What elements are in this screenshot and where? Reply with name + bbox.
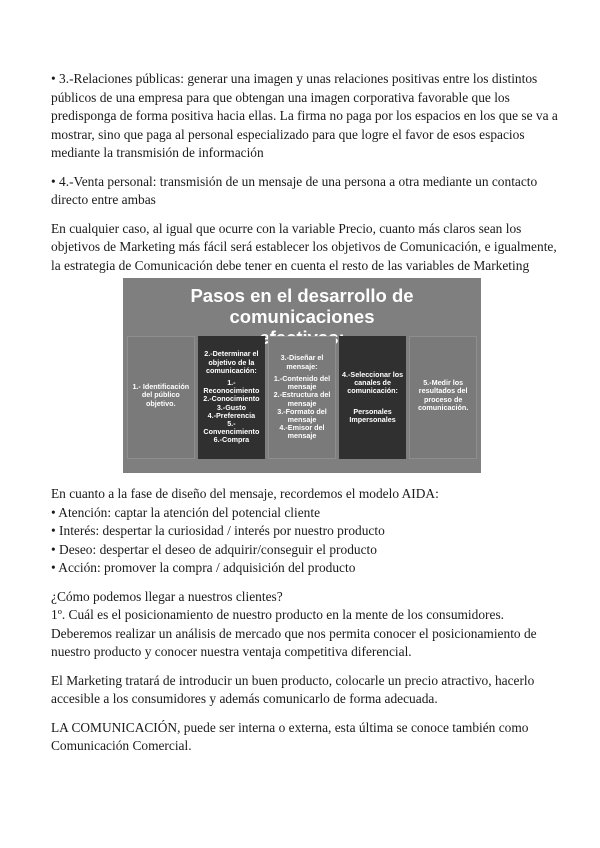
step-1-heading: 1.- Identificación del público objetivo. xyxy=(132,382,190,408)
marketing-objectives-paragraph: En cualquier caso, al igual que ocurre con la variable Precio, cuanto más claros sean los objetivos de Marketing más fácil será establecer los objetivos de Comunicación, e igualmente, la estrategia de Comunicación debe tener en cuenta el resto de las variables de Marketing xyxy=(51,220,557,273)
step-3-box xyxy=(268,336,336,459)
step-2-box xyxy=(198,336,266,459)
step-4-heading: 4.-Seleccionar los canales de comunicación: xyxy=(342,369,404,396)
step-3-heading: 3.-Diseñar el mensaje: xyxy=(280,353,324,371)
step-5-box xyxy=(409,336,477,459)
step-2-item: 5.- Convencimiento xyxy=(203,419,260,437)
step-1-box xyxy=(127,336,195,459)
aida-item: • Atención: captar la atención del potencial cliente xyxy=(51,504,321,520)
step-4-box xyxy=(339,336,407,459)
bullet-personal-selling: • 4.-Venta personal: transmisión de un mensaje de una persona a otra mediante un contacto directo entre ambas xyxy=(51,173,538,207)
step-2-item: 6.-Compra xyxy=(213,435,250,445)
step-3-item: 3.-Formato del mensaje xyxy=(277,406,327,424)
aida-item: • Interés: despertar la curiosidad / interés por nuestro producto xyxy=(51,523,385,538)
question-line-2: Deberemos realizar un análisis de mercado que nos permita conocer el posicionamiento de nuestro producto y conocer nuestra ventaja competitiva diferencial. xyxy=(51,625,537,659)
marketing-paragraph: El Marketing tratará de introducir un buen producto, colocarle un precio atractivo, hacerlo accesible a los consumidores y además comunicarlo de forma adecuada. xyxy=(51,672,535,706)
step-3-item: 2.-Estructura del mensaje xyxy=(273,390,331,408)
question-section xyxy=(51,588,566,662)
aida-item: • Acción: promover la compra / adquisición del producto xyxy=(51,560,356,575)
step-2-item: 1.- Reconocimiento xyxy=(203,377,260,396)
aida-section xyxy=(51,485,566,578)
steps-row xyxy=(127,336,477,459)
aida-item: • Deseo: despertar el deseo de adquirir/conseguir el producto xyxy=(51,541,377,557)
step-4-item: Impersonales xyxy=(349,414,396,424)
communication-steps-figure xyxy=(123,278,481,473)
figure-title-line-1: Pasos en el desarrollo de comunicaciones xyxy=(190,285,414,327)
step-2-item: 3.-Gusto xyxy=(216,402,246,412)
bullet-public-relations: • 3.-Relaciones públicas: generar una imagen y unas relaciones positivas entre los distintos públicos de una empresa para que obtengan una imagen corporativa favorable que los predisponga de forma positiva hacia ellas. La firma no paga por los espacios en los que se va a mostrar, sino que paga al personal especializado para que logre el favor de esos espacios mediante la transmisión de información xyxy=(51,71,558,160)
document-page xyxy=(51,70,566,766)
communication-paragraph: LA COMUNICACIÓN, puede ser interna o externa, esta última se conoce también como Comunicación Comercial. xyxy=(51,719,529,753)
step-2-item: 4.-Preferencia xyxy=(207,410,256,420)
step-3-item: 1.-Contenido del mensaje xyxy=(273,373,331,392)
question-heading: ¿Cómo podemos llegar a nuestros clientes? xyxy=(51,588,283,604)
question-line-1: 1º. Cuál es el posicionamiento de nuestro producto en la mente de los consumidores. xyxy=(51,607,505,622)
step-2-item: 2.-Conocimiento xyxy=(203,394,260,404)
aida-intro: En cuanto a la fase de diseño del mensaje, recordemos el modelo AIDA: xyxy=(51,486,439,501)
step-4-item: Personales xyxy=(353,406,392,416)
step-2-heading: 2.-Determinar el objetivo de la comunicación: xyxy=(204,349,259,375)
step-5-heading: 5.-Medir los resultados del proceso de comunicación. xyxy=(418,378,469,412)
step-3-item: 4.-Emisor del mensaje xyxy=(279,423,325,441)
